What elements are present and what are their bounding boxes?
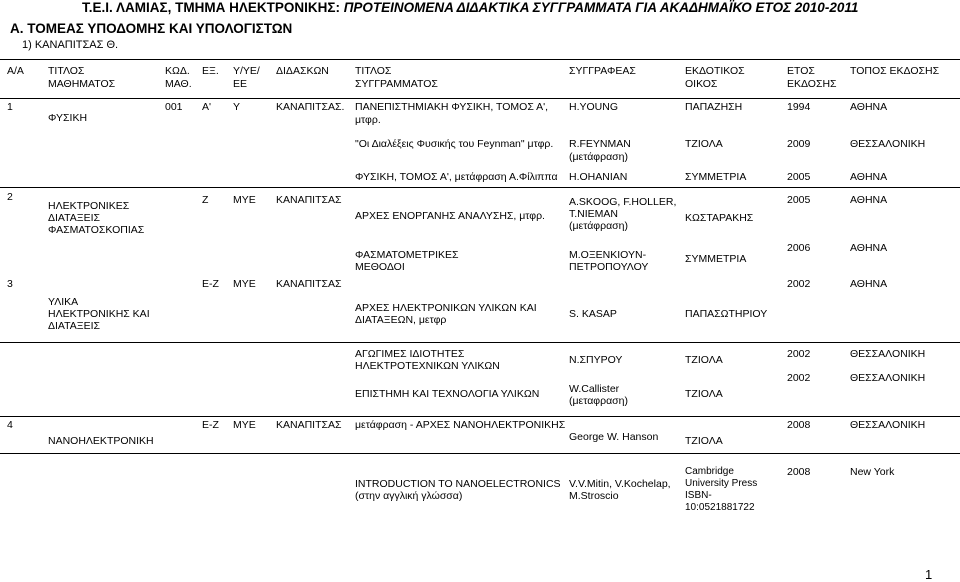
row-3-semester: Ε-Ζ — [202, 278, 219, 290]
row-3-course-3: ΔΙΑΤΑΞΕΙΣ — [48, 320, 101, 332]
row-4-book-2-title-2: (στην αγγλική γλώσσα) — [355, 490, 463, 502]
row-4-book-2-author-2: M.Stroscio — [569, 490, 619, 502]
row-1-teacher: ΚΑΝΑΠΙΤΣΑΣ. — [276, 101, 345, 113]
row-4-book-2-title-1: INTRODUCTION TO NANOELECTRONICS — [355, 478, 561, 490]
row-1-book-2-author-1: R.FEYNMAN — [569, 138, 631, 150]
row-3-book-3-place: ΘΕΣΣΑΛΟΝΙΚΗ — [850, 372, 926, 384]
header-aa: Α/Α — [7, 65, 24, 77]
row-2-book-1-year: 2005 — [787, 194, 811, 206]
section-title: Α. ΤΟΜΕΑΣ ΥΠΟΔΟΜΗΣ ΚΑΙ ΥΠΟΛΟΓΙΣΤΩΝ — [10, 21, 293, 36]
header-bottom-rule — [0, 98, 960, 99]
row-2-book-1-author-1: A.SKOOG, F.HOLLER, — [569, 196, 677, 208]
row-4-mid-rule — [0, 453, 960, 454]
header-code-2: ΜΑΘ. — [165, 78, 192, 90]
row-4-top-rule — [0, 416, 960, 417]
row-3-aa: 3 — [7, 278, 13, 290]
header-year-2: ΕΚΔΟΣΗΣ — [787, 78, 837, 90]
header-semester: ΕΞ. — [202, 65, 219, 77]
row-2-book-2-year: 2006 — [787, 242, 811, 254]
row-3-book-2-author: Ν.ΣΠΥΡΟΥ — [569, 354, 623, 366]
row-3-book-2-year: 2002 — [787, 348, 811, 360]
row-2-book-2-author-1: Μ.ΟΞΕΝΚΙΟΥΝ- — [569, 249, 647, 261]
row-2-semester: Ζ — [202, 194, 209, 206]
row-1-book-2-publisher: ΤΖΙΟΛΑ — [685, 138, 723, 150]
row-1-book-3-place: ΑΘΗΝΑ — [850, 171, 888, 183]
header-code-1: ΚΩΔ. — [165, 65, 190, 77]
row-1-book-1-place: ΑΘΗΝΑ — [850, 101, 888, 113]
row-1-book-2-place: ΘΕΣΣΑΛΟΝΙΚΗ — [850, 138, 926, 150]
row-4-book-1-year: 2008 — [787, 419, 811, 431]
row-3-book-3-author-1: W.Callister — [569, 383, 620, 395]
row-1-book-2-year: 2009 — [787, 138, 811, 150]
row-2-course-1: ΗΛΕΚΤΡΟΝΙΚΕΣ — [48, 200, 130, 212]
row-4-book-2-publisher-2: University Press — [685, 478, 758, 489]
row-4-semester: Ε-Ζ — [202, 419, 219, 431]
row-1-book-3-year: 2005 — [787, 171, 811, 183]
row-3-book-3-author-2: (μεταφραση) — [569, 395, 628, 407]
row-2-book-2-author-2: ΠΕΤΡΟΠΟΥΛΟΥ — [569, 261, 649, 273]
row-2-book-1-place: ΑΘΗΝΑ — [850, 194, 888, 206]
row-3-book-1-title-1: ΑΡΧΕΣ ΗΛΕΚΤΡΟΝΙΚΩΝ ΥΛΙΚΩΝ ΚΑΙ — [355, 302, 537, 314]
header-book-title-2: ΣΥΓΓΡΑΜΜΑΤΟΣ — [355, 78, 438, 90]
header-year-1: ΕΤΟΣ — [787, 65, 815, 77]
row-2-course-3: ΦΑΣΜΑΤΟΣΚΟΠΙΑΣ — [48, 224, 145, 236]
row-2-book-1-author-3: (μετάφραση) — [569, 220, 628, 232]
row-1-type: Υ — [233, 101, 241, 113]
document-title-prefix: Τ.Ε.Ι. ΛΑΜΙΑΣ, ΤΜΗΜΑ ΗΛΕΚΤΡΟΝΙΚΗΣ: — [82, 0, 340, 15]
row-2-aa: 2 — [7, 191, 13, 203]
row-4-book-2-publisher-3: ISBN- — [685, 490, 712, 501]
document-title — [82, 0, 858, 15]
row-2-course-2: ΔΙΑΤΑΞΕΙΣ — [48, 212, 101, 224]
row-3-book-3-title: ΕΠΙΣΤΗΜΗ ΚΑΙ ΤΕΧΝΟΛΟΓΙΑ ΥΛΙΚΩΝ — [355, 388, 540, 400]
row-2-book-1-publisher: ΚΩΣΤΑΡΑΚΗΣ — [685, 212, 754, 224]
row-4-aa: 4 — [7, 419, 13, 431]
row-2-book-2-place: ΑΘΗΝΑ — [850, 242, 888, 254]
row-4-book-2-author-1: V.V.Mitin, V.Kochelap, — [569, 478, 671, 490]
row-1-book-1-title-2: μτφρ. — [355, 114, 381, 126]
row-2-book-1-title: ΑΡΧΕΣ ΕΝΟΡΓΑΝΗΣ ΑΝΑΛΥΣΗΣ, μτφρ. — [355, 210, 545, 222]
header-book-title-1: ΤΙΤΛΟΣ — [355, 65, 392, 77]
row-4-book-1-place: ΘΕΣΣΑΛΟΝΙΚΗ — [850, 419, 926, 431]
row-4-teacher: ΚΑΝΑΠΙΤΣΑΣ — [276, 419, 342, 431]
row-4-book-2-place: New York — [850, 466, 895, 478]
row-1-book-3-title: ΦΥΣΙΚΗ, ΤΟΜΟΣ Α', μετάφραση Α.Φίλιππα — [355, 171, 558, 183]
header-type-2: ΕΕ — [233, 78, 248, 90]
row-4-book-1-title: μετάφραση - ΑΡΧΕΣ ΝΑΝΟΗΛΕΚΤΡΟΝΙΚΗΣ — [355, 419, 566, 431]
row-3-book-1-place: ΑΘΗΝΑ — [850, 278, 888, 290]
row-3-book-2-title-2: ΗΛΕΚΤΡΟΤΕΧΝΙΚΩΝ ΥΛΙΚΩΝ — [355, 360, 500, 372]
row-1-code: 001 — [165, 101, 183, 113]
row-3-book-2-place: ΘΕΣΣΑΛΟΝΙΚΗ — [850, 348, 926, 360]
header-teacher: ΔΙΔΑΣΚΩΝ — [276, 65, 329, 77]
row-4-course: ΝΑΝΟΗΛΕΚΤΡΟΝΙΚΗ — [48, 435, 154, 447]
page-number: 1 — [925, 567, 933, 582]
table-top-rule — [0, 59, 960, 60]
row-1-course: ΦΥΣΙΚΗ — [48, 112, 88, 124]
row-4-type: ΜΥΕ — [233, 419, 256, 431]
row-4-book-2-publisher-1: Cambridge — [685, 466, 734, 477]
row-2-book-2-title-1: ΦΑΣΜΑΤΟΜΕΤΡΙΚΕΣ — [355, 249, 459, 261]
row-1-book-1-publisher: ΠΑΠΑΖΗΣΗ — [685, 101, 743, 113]
row-1-book-1-title-1: ΠΑΝΕΠΙΣΤΗΜΙΑΚΗ ΦΥΣΙΚΗ, ΤΟΜΟΣ Α', — [355, 101, 549, 113]
row-1-book-2-title: "Οι Διαλέξεις Φυσικής του Feynman" μτφρ. — [355, 138, 554, 150]
row-1-aa: 1 — [7, 101, 13, 113]
row-2-teacher: ΚΑΝΑΠΙΤΣΑΣ — [276, 194, 342, 206]
row-3-book-2-title-1: ΑΓΩΓΙΜΕΣ ΙΔΙΟΤΗΤΕΣ — [355, 348, 465, 360]
row-2-book-2-publisher: ΣΥΜΜΕΤΡΙΑ — [685, 253, 747, 265]
row-2-type: ΜΥΕ — [233, 194, 256, 206]
row-1-book-3-publisher: ΣΥΜΜΕΤΡΙΑ — [685, 171, 747, 183]
row-3-course-2: ΗΛΕΚΤΡΟΝΙΚΗΣ ΚΑΙ — [48, 308, 150, 320]
row-3-book-2-publisher: ΤΖΙΟΛΑ — [685, 354, 723, 366]
header-authors: ΣΥΓΓΡΑΦΕΑΣ — [569, 65, 636, 77]
row-1-book-3-author: Η.OHANIAN — [569, 171, 628, 183]
row-1-bottom-rule — [0, 187, 960, 188]
row-3-teacher: ΚΑΝΑΠΙΤΣΑΣ — [276, 278, 342, 290]
row-3-book-1-title-2: ΔΙΑΤΑΞΕΩΝ, μετφρ — [355, 314, 447, 326]
row-3-book-3-year: 2002 — [787, 372, 811, 384]
row-1-semester: Α' — [202, 101, 212, 113]
row-1-book-1-author: H.YOUNG — [569, 101, 619, 113]
row-3-course-1: ΥΛΙΚΑ — [48, 296, 79, 308]
row-3-book-1-publisher: ΠΑΠΑΣΩΤΗΡΙΟΥ — [685, 308, 768, 320]
row-3-book-1-year: 2002 — [787, 278, 811, 290]
header-place: ΤΟΠΟΣ ΕΚΔΟΣΗΣ — [850, 65, 940, 77]
header-course-title-1: ΤΙΤΛΟΣ — [48, 65, 85, 77]
subsection-title: 1) ΚΑΝΑΠΙΤΣΑΣ Θ. — [22, 39, 119, 51]
row-4-book-2-year: 2008 — [787, 466, 811, 478]
row-1-book-2-author-2: (μετάφραση) — [569, 151, 628, 163]
row-1-book-1-year: 1994 — [787, 101, 811, 113]
header-publisher-2: ΟΙΚΟΣ — [685, 78, 718, 90]
row-3-type: ΜΥΕ — [233, 278, 256, 290]
header-course-title-2: ΜΑΘΗΜΑΤΟΣ — [48, 78, 116, 90]
row-2-book-1-author-2: T.NIEMAN — [569, 208, 619, 220]
row-4-book-2-publisher-4: 10:0521881722 — [685, 502, 755, 513]
row-3-book-1-author: S. KASAP — [569, 308, 617, 320]
header-publisher-1: ΕΚΔΟΤΙΚΟΣ — [685, 65, 745, 77]
row-3-bottom-rule — [0, 342, 960, 343]
row-2-book-2-title-2: ΜΕΘΟΔΟΙ — [355, 261, 405, 273]
row-3-book-3-publisher: ΤΖΙΟΛΑ — [685, 388, 723, 400]
header-type-1: Υ/ΥΕ/ — [233, 65, 260, 77]
row-4-book-1-publisher: ΤΖΙΟΛΑ — [685, 435, 723, 447]
row-4-book-1-author: George W. Hanson — [569, 431, 659, 443]
document-title-rest: ΠΡΟΤΕΙΝΟΜΕΝΑ ΔΙΔΑΚΤΙΚΑ ΣΥΓΓΡΑΜΜΑΤΑ ΓΙΑ ΑΚΑΔΗΜΑΪΚΟ ΕΤΟΣ 2010-2011 — [343, 0, 859, 15]
